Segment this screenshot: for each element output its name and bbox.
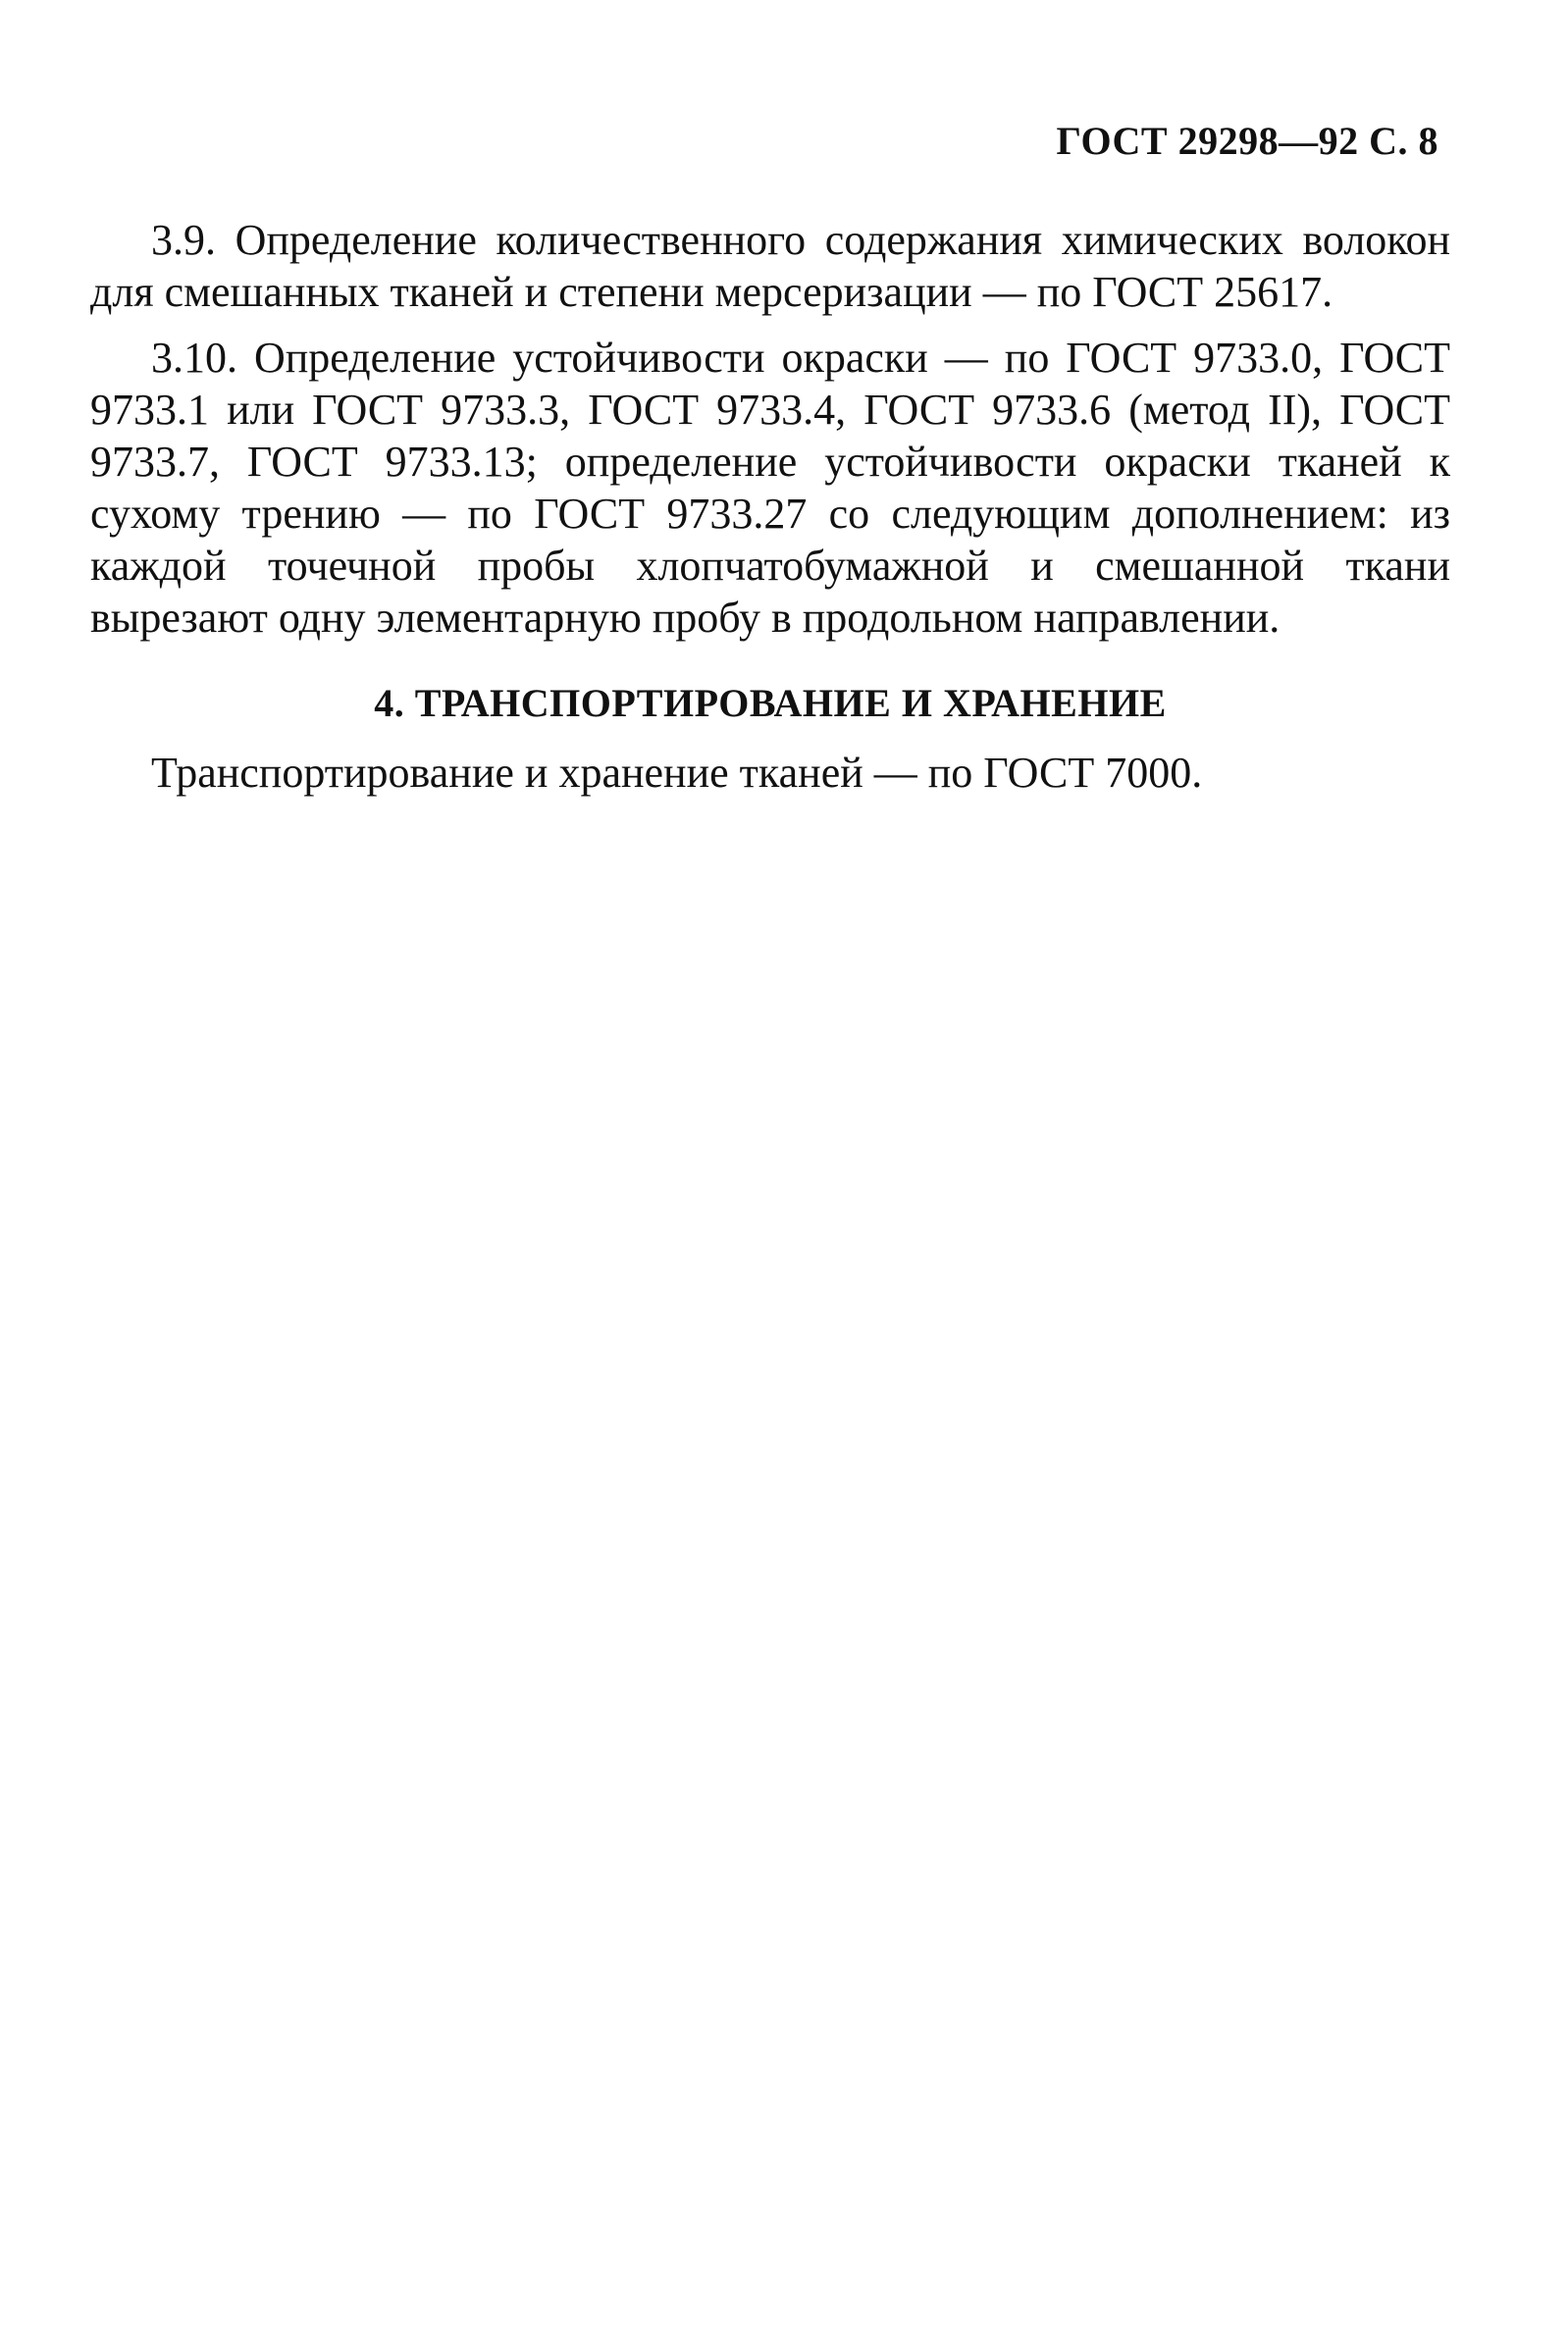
running-header: ГОСТ 29298—92 С. 8 [1056, 119, 1438, 163]
document-body [90, 214, 1450, 812]
section-4-text: Транспортирование и хранение тканей — по ГОСТ 7000. [151, 749, 1203, 797]
clause-3-10: 3.10. Определение устойчивости окраски — по ГОСТ 9733.0, ГОСТ 9733.1 или ГОСТ 9733.3, ГОСТ 9733.4, ГОСТ 9733.6 (метод II), ГОСТ 9733.7, ГОСТ 9733.13; определение устойчивости окраски тканей к сухому трению — по ГОСТ 9733.27 со следующим дополнением: из каждой точечной пробы хлопчатобумажной и смешанной ткани вырезают одну элементарную пробу в продольном направлении. [90, 334, 1450, 642]
section-heading: 4. ТРАНСПОРТИРОВАНИЕ И ХРАНЕНИЕ [374, 681, 1167, 725]
clause-3-9: 3.9. Определение количественного содержания химических волокон для смешанных тканей и степени мерсеризации — по ГОСТ 25617. [90, 216, 1450, 316]
